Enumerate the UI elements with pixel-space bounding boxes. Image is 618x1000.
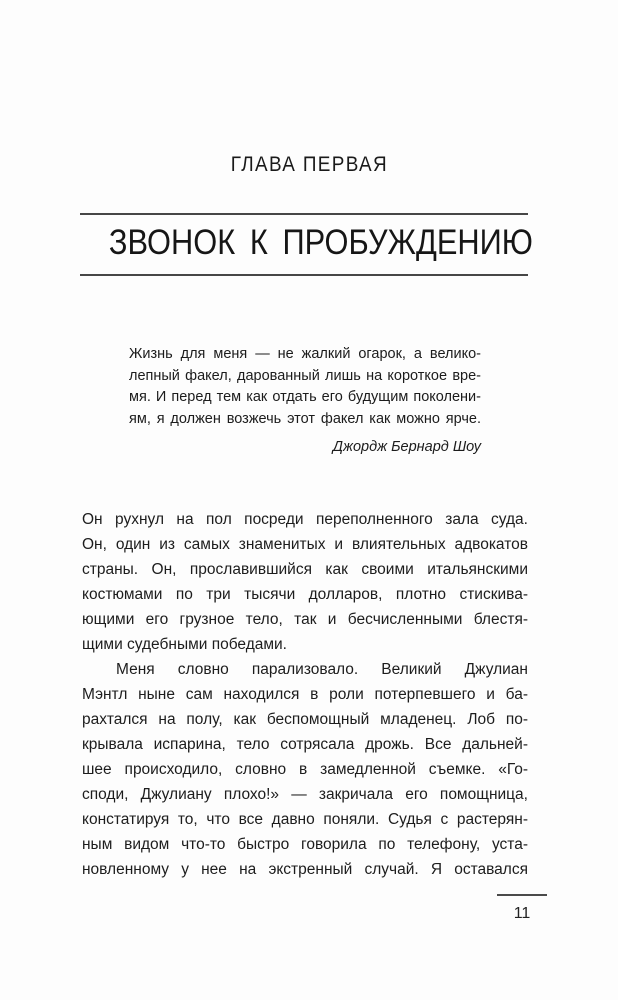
text-line: щими судебными победами.	[82, 636, 287, 653]
chapter-label-text: ГЛАВА ПЕРВАЯ	[230, 153, 388, 176]
epigraph-line: ям, я должен возжечь этот факел как можно ярче.	[129, 411, 481, 428]
chapter-title-rule-top	[80, 213, 528, 215]
text-line: ным видом что-то быстро говорила по телефону, уста-	[82, 836, 528, 853]
text-line: костюмами по три тысячи долларов, плотно стискива-	[82, 586, 528, 603]
page-number: 11	[513, 905, 531, 922]
text-line: шее происходило, словно в замедленной съемке. «Го-	[82, 761, 528, 778]
text-line: крывала испарина, тело сотрясала дрожь. Все дальней-	[82, 736, 528, 753]
epigraph-line: лепный факел, дарованный лишь на короткое вре-	[129, 367, 481, 384]
chapter-title	[80, 223, 533, 263]
page-number-rule	[497, 894, 547, 896]
text-line: страны. Он, прославившийся как своими итальянскими	[82, 561, 528, 578]
text-line: ющими его грузное тело, так и бесчисленными блестя-	[82, 611, 528, 628]
text-line: Меня словно парализовало. Великий Джулиан	[116, 661, 528, 678]
text-line: споди, Джулиану плохо!» — закричала его помощница,	[82, 786, 528, 803]
text-line: новленному у нее на экстренный случай. Я оставался	[82, 861, 528, 878]
epigraph-line: Жизнь для меня — не жалкий огарок, а велико-	[129, 346, 481, 362]
body-text	[82, 507, 528, 882]
chapter-label	[0, 153, 618, 177]
text-line: Мэнтл ныне сам находился в роли потерпевшего и ба-	[82, 686, 528, 703]
text-line: констатируя то, что все давно поняли. Судья с растерян-	[82, 811, 528, 828]
chapter-title-text: ЗВОНОК К ПРОБУЖДЕНИЮ	[108, 223, 533, 262]
text-line: рахтался на полу, как беспомощный младенец. Лоб по-	[82, 711, 528, 728]
epigraph-line: мя. И перед тем как отдать его будущим поколени-	[129, 389, 481, 406]
chapter-title-rule-bottom	[80, 274, 528, 276]
text-line: Он, один из самых знаменитых и влиятельных адвокатов	[82, 536, 528, 553]
epigraph	[129, 344, 481, 431]
text-line: Он рухнул на пол посреди переполненного зала суда.	[82, 511, 528, 528]
epigraph-attribution: Джордж Бернард Шоу	[332, 439, 481, 455]
